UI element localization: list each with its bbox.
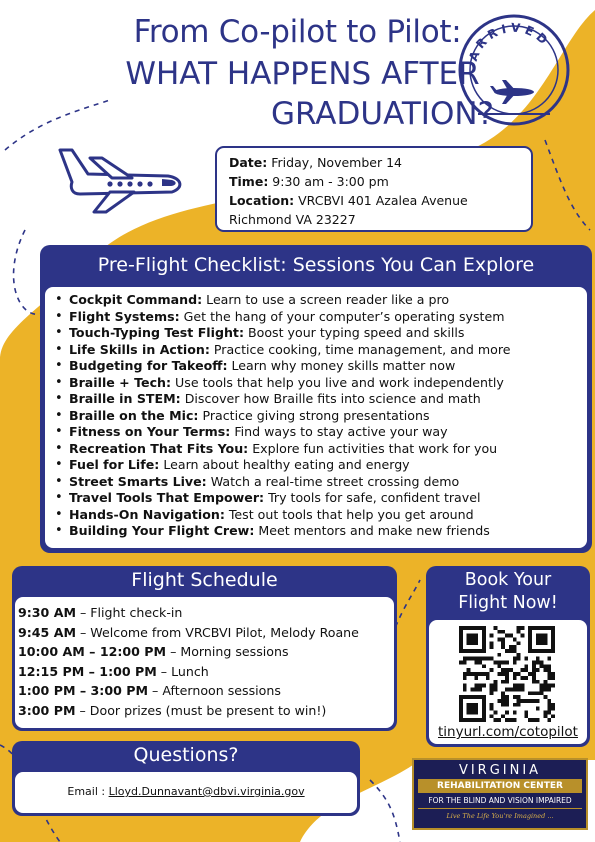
- schedule-description: – Door prizes (must be present to win!): [75, 702, 327, 718]
- session-name: Recreation That Fits You:: [69, 440, 249, 456]
- logo-line-1: VIRGINIA: [458, 763, 542, 778]
- schedule-description: – Flight check-in: [76, 605, 183, 620]
- session-item: [55, 457, 587, 474]
- session-item: [55, 292, 587, 309]
- session-item: [55, 342, 587, 359]
- session-item: [55, 490, 587, 507]
- schedule-description: – Welcome from VRCBVI Pilot, Melody Roane: [76, 624, 359, 640]
- schedule-time: 9:45 AM: [18, 624, 76, 640]
- vrcbvi-logo: [412, 758, 588, 830]
- schedule-row: [18, 662, 391, 682]
- session-description: Boost your typing speed and skills: [243, 325, 465, 340]
- airplane-icon: [50, 138, 190, 218]
- session-name: Street Smarts Live:: [69, 473, 207, 489]
- session-name: Flight Systems:: [69, 308, 180, 324]
- session-description: Learn about healthy eating and energy: [159, 457, 410, 472]
- title-line-3: GRADUATION?: [271, 96, 494, 132]
- session-name: Touch-Typing Test Flight:: [69, 325, 244, 340]
- session-name: Braille + Tech:: [69, 374, 172, 390]
- session-item: [55, 309, 587, 326]
- registration-link[interactable]: tinyurl.com/cotopilot: [438, 724, 578, 740]
- session-item: [55, 325, 587, 342]
- logo-line-2: REHABILITATION CENTER: [418, 779, 582, 794]
- event-date: Date: Friday, November 14: [229, 155, 402, 170]
- session-item: [55, 391, 587, 408]
- schedule-description: – Afternoon sessions: [148, 683, 281, 698]
- session-name: Braille in STEM:: [69, 391, 181, 406]
- questions-panel: [12, 741, 360, 816]
- schedule-row: [18, 603, 391, 623]
- book-panel: [426, 566, 590, 747]
- session-item: [55, 375, 587, 392]
- session-item: [55, 441, 587, 458]
- book-title: [426, 566, 590, 620]
- schedule-time: 10:00 AM – 12:00 PM: [18, 644, 167, 659]
- schedule-time: 1:00 PM – 3:00 PM: [18, 683, 149, 698]
- session-description: Explore fun activities that work for you: [248, 440, 498, 456]
- title-line-1: From Co-pilot to Pilot:: [133, 14, 462, 50]
- schedule-panel: [12, 566, 397, 731]
- schedule-row: [18, 681, 391, 701]
- session-description: Discover how Braille fits into science and math: [180, 391, 481, 406]
- stamp-text: ARRIVED: [466, 20, 554, 63]
- session-name: Fuel for Life:: [69, 457, 160, 472]
- session-name: Braille on the Mic:: [69, 407, 199, 423]
- logo-line-3: FOR THE BLIND AND VISION IMPAIRED: [418, 794, 582, 809]
- event-location-line2: Richmond VA 23227: [229, 212, 356, 227]
- schedule-description: – Lunch: [156, 663, 209, 679]
- session-name: Budgeting for Takeoff:: [69, 358, 228, 373]
- questions-title: Questions?: [133, 744, 239, 766]
- session-name: Building Your Flight Crew:: [69, 523, 255, 538]
- session-description: Learn to use a screen reader like a pro: [202, 292, 450, 307]
- session-description: Meet mentors and make new friends: [254, 523, 490, 538]
- checklist-body: [45, 287, 587, 548]
- session-description: Use tools that help you live and work independently: [171, 374, 504, 390]
- session-name: Life Skills in Action:: [69, 341, 210, 357]
- book-body: [429, 620, 587, 744]
- event-location: Location: VRCBVI 401 Azalea Avenue: [229, 193, 468, 208]
- questions-body: [15, 772, 357, 813]
- checklist-title: Pre-Flight Checklist: Sessions You Can Explore: [97, 254, 535, 276]
- session-item: [55, 408, 587, 425]
- session-description: Get the hang of your computer’s operating system: [179, 308, 505, 324]
- title-line-2: WHAT HAPPENS AFTER: [125, 56, 480, 92]
- schedule-row: [18, 642, 391, 662]
- session-description: Learn why money skills matter now: [227, 358, 456, 373]
- schedule-description: – Morning sessions: [166, 644, 289, 659]
- session-description: Watch a real-time street crossing demo: [206, 473, 460, 489]
- session-name: Cockpit Command:: [69, 292, 203, 307]
- book-title-line-1: Book Your: [464, 570, 552, 590]
- qr-code-icon[interactable]: [459, 626, 555, 722]
- session-item: [55, 507, 587, 524]
- schedule-time: 12:15 PM – 1:00 PM: [18, 663, 157, 679]
- checklist-panel: [40, 245, 592, 553]
- event-details: [215, 146, 533, 232]
- session-description: Test out tools that help you get around: [224, 506, 474, 522]
- logo-tagline: Live The Life You're Imagined ...: [446, 812, 554, 820]
- session-description: Find ways to stay active your way: [230, 424, 448, 439]
- schedule-time: 3:00 PM: [18, 702, 76, 718]
- schedule-body: [15, 597, 394, 728]
- session-description: Practice giving strong presentations: [198, 407, 430, 423]
- arrived-stamp-icon: [454, 10, 574, 130]
- session-name: Hands-On Navigation:: [69, 506, 225, 522]
- schedule-row: [18, 701, 391, 721]
- session-description: Try tools for safe, confident travel: [264, 490, 481, 505]
- schedule-time: 9:30 AM: [18, 605, 76, 620]
- email-link[interactable]: Lloyd.Dunnavant@dbvi.virginia.gov: [108, 785, 305, 798]
- event-time: Time: 9:30 am - 3:00 pm: [229, 174, 389, 189]
- session-item: [55, 424, 587, 441]
- schedule-title: Flight Schedule: [131, 569, 278, 591]
- session-list: [45, 287, 587, 540]
- email-label: Email :: [67, 785, 109, 798]
- book-title-line-2: Flight Now!: [458, 593, 558, 613]
- session-item: [55, 358, 587, 375]
- session-description: Practice cooking, time management, and more: [209, 341, 511, 357]
- schedule-row: [18, 623, 391, 643]
- session-name: Travel Tools That Empower:: [69, 490, 265, 505]
- session-name: Fitness on Your Terms:: [69, 424, 231, 439]
- session-item: [55, 523, 587, 540]
- session-item: [55, 474, 587, 491]
